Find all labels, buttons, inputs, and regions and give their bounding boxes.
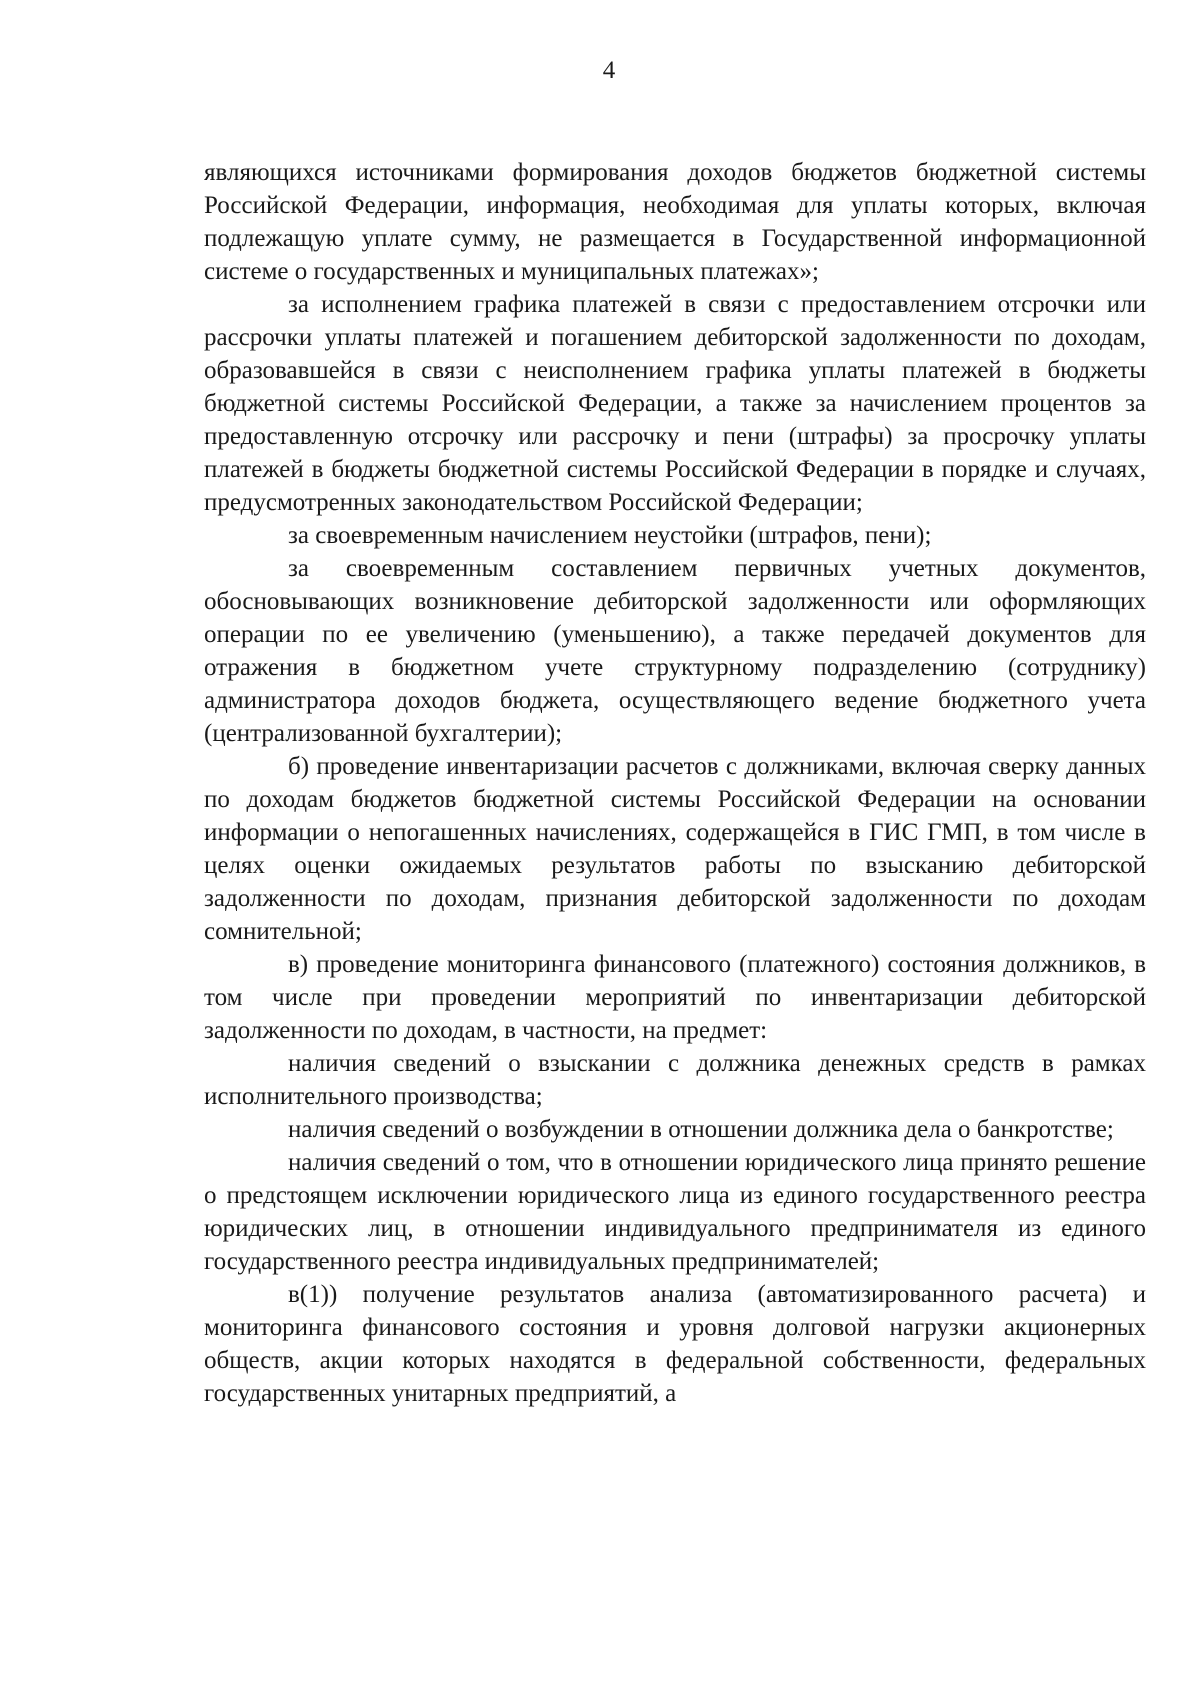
paragraph-payment-schedule: за исполнением графика платежей в связи с предоставлением отсрочки или рассрочки уплаты платежей и погашением дебиторской задолженности по доходам, образовавшейся в связи с неисполнением графика уплаты платежей в бюджеты бюджетной системы Российской Федерации, а также за начислением процентов за предоставленную отсрочку или рассрочку и пени (штрафы) за просрочку уплаты платежей в бюджеты бюджетной системы Российской Федерации в порядке и случаях, предусмотренных законодательством Российской Федерации; xyxy=(204,291,1146,516)
page-number-text: 4 xyxy=(602,57,616,84)
paragraph-penalty-accrual: за своевременным начислением неустойки (штрафов, пени); xyxy=(288,522,932,549)
paragraph-enforcement-info: наличия сведений о взыскании с должника денежных средств в рамках исполнительного производства; xyxy=(204,1050,1146,1110)
paragraph-bankruptcy-info: наличия сведений о возбуждении в отношении должника дела о банкротстве; xyxy=(288,1116,1114,1143)
paragraph-continuation: являющихся источниками формирования доходов бюджетов бюджетной системы Российской Федерации, информация, необходимая для уплаты которых, включая подлежащую уплате сумму, не размещается в Государственной информационной системе о государственных и муниципальных платежах»; xyxy=(204,159,1146,285)
document-body xyxy=(204,156,1146,1410)
paragraph-registry-exclusion: наличия сведений о том, что в отношении юридического лица принято решение о предстоящем исключении юридического лица из единого государственного реестра юридических лиц, в отношении индивидуального предпринимателя из единого государственного реестра индивидуальных предпринимателей; xyxy=(204,1149,1146,1275)
paragraph-item-v1: в(1)) получение результатов анализа (автоматизированного расчета) и мониторинга финансового состояния и уровня долговой нагрузки акционерных обществ, акции которых находятся в федеральной собственности, федеральных государственных унитарных предприятий, а xyxy=(204,1281,1146,1407)
paragraph-item-v: в) проведение мониторинга финансового (платежного) состояния должников, в том числе при проведении мероприятий по инвентаризации дебиторской задолженности по доходам, в частности, на предмет: xyxy=(204,951,1146,1044)
paragraph-primary-documents: за своевременным составлением первичных учетных документов, обосновывающих возникновение дебиторской задолженности или оформляющих операции по ее увеличению (уменьшению), а также передачей документов для отражения в бюджетном учете структурному подразделению (сотруднику) администратора доходов бюджета, осуществляющего ведение бюджетного учета (централизованной бухгалтерии); xyxy=(204,555,1146,747)
page-number xyxy=(0,56,1200,86)
paragraph-item-b: б) проведение инвентаризации расчетов с должниками, включая сверку данных по доходам бюджетов бюджетной системы Российской Федерации на основании информации о непогашенных начислениях, содержащейся в ГИС ГМП, в том числе в целях оценки ожидаемых результатов работы по взысканию дебиторской задолженности по доходам, признания дебиторской задолженности по доходам сомнительной; xyxy=(204,753,1146,945)
